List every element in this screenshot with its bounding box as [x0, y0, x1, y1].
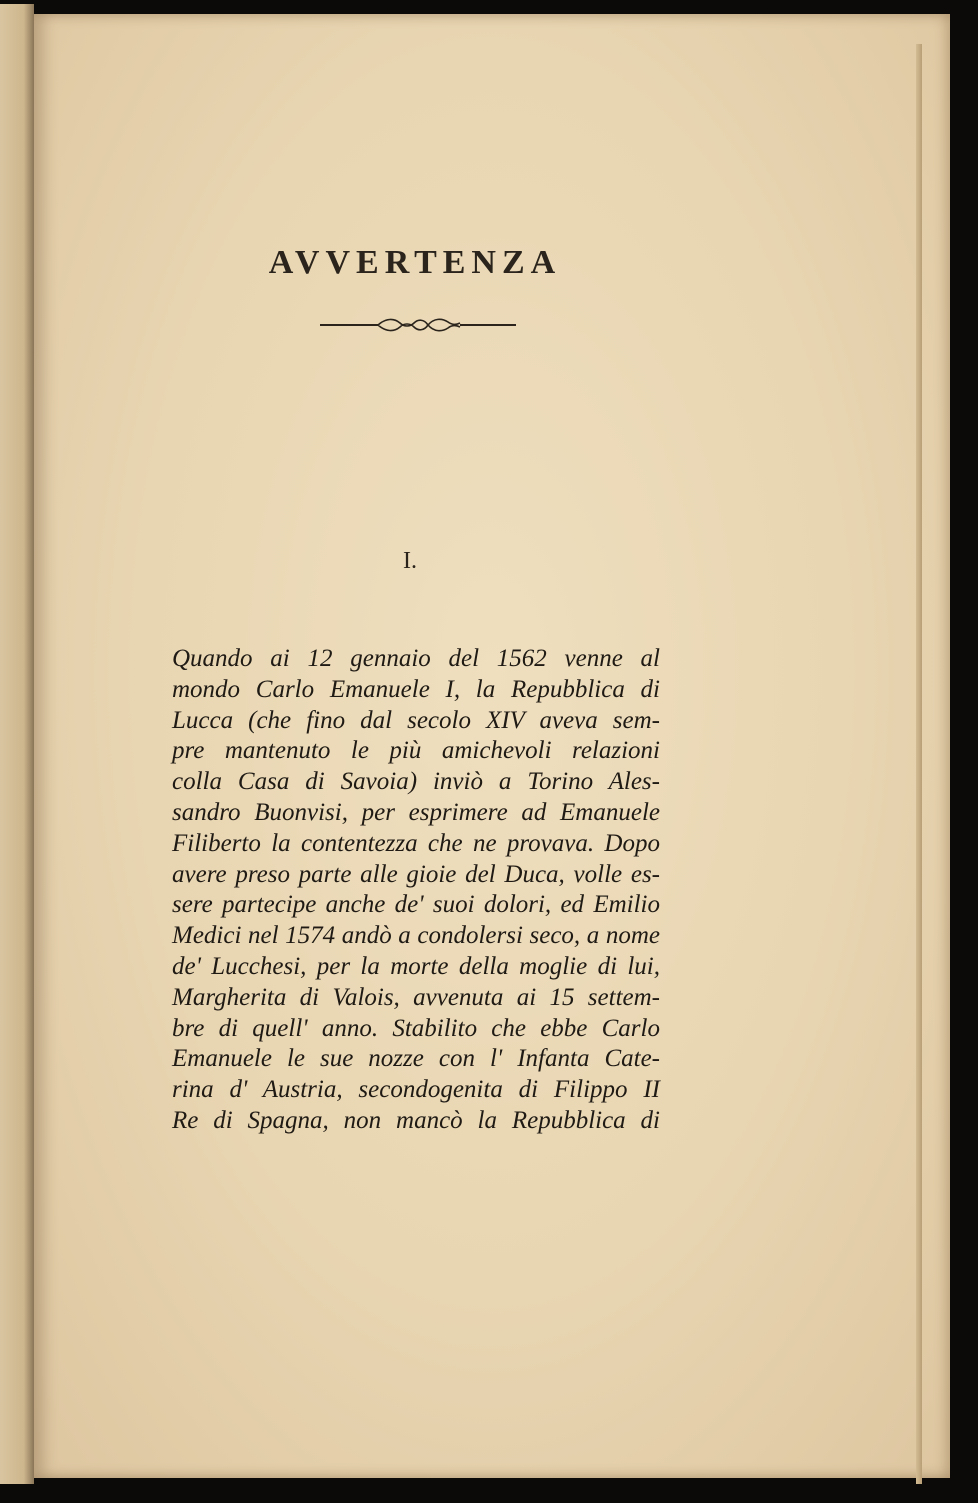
text-line: sandro Buonvisi, per esprimere ad Emanuele	[172, 798, 660, 826]
text-line: Margherita di Valois, avvenuta ai 15 settem-	[172, 983, 660, 1011]
section-number: I.	[403, 548, 417, 574]
text-line: mondo Carlo Emanuele I, la Repubblica di	[172, 675, 660, 703]
text-line: Emanuele le sue nozze con l' Infanta Cate-	[172, 1045, 660, 1073]
text-line: Quando ai 12 gennaio del 1562 venne al	[172, 645, 660, 672]
text-line: de' Lucchesi, per la morte della moglie di lui,	[172, 952, 660, 980]
page-fore-edge	[916, 44, 922, 1484]
text-line: Lucca (che fino dal secolo XIV aveva sem-	[172, 706, 660, 734]
text-line: Re di Spagna, non mancò la Repubblica di	[172, 1106, 660, 1134]
body-paragraph	[172, 644, 660, 1137]
ornament-divider-icon	[320, 314, 516, 336]
text-line: colla Casa di Savoia) inviò a Torino Ales-	[172, 768, 660, 796]
text-line: bre di quell' anno. Stabilito che ebbe Carlo	[172, 1014, 660, 1042]
page-title: AVVERTENZA	[268, 244, 562, 281]
text-line: pre mantenuto le più amichevoli relazioni	[172, 737, 660, 765]
text-line: Filiberto la contentezza che ne provava. Dopo	[172, 829, 660, 857]
text-line: sere partecipe anche de' suoi dolori, ed Emilio	[172, 891, 660, 919]
left-page-edge	[0, 4, 34, 1484]
text-line: rina d' Austria, secondogenita di Filippo II	[172, 1076, 660, 1104]
text-line: Medici nel 1574 andò a condolersi seco, a nome	[172, 922, 660, 950]
text-line: avere preso parte alle gioie del Duca, volle es-	[172, 860, 660, 888]
